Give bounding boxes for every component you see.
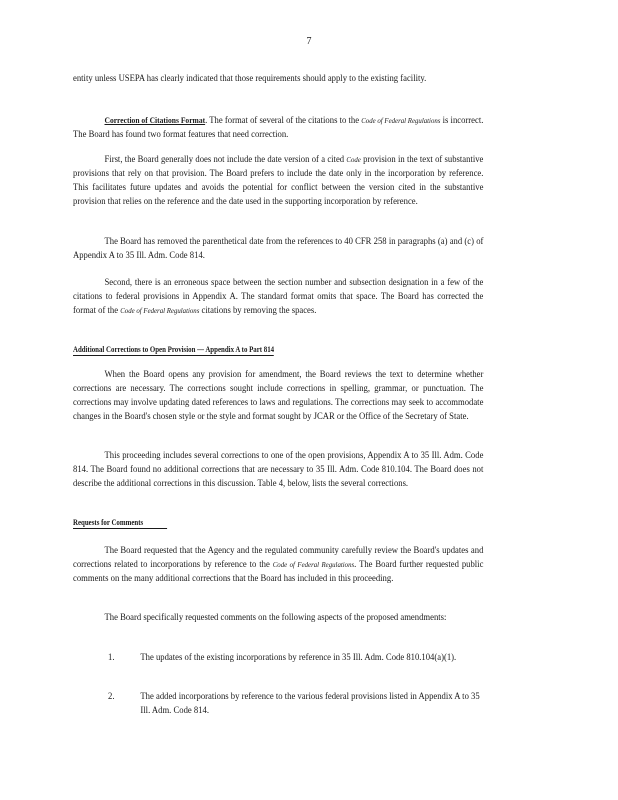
- heading-requests-text: Requests for Comments: [73, 518, 167, 529]
- paragraph-correction-of-citations: [73, 114, 483, 142]
- paragraph-specifically: The Board specifically requested comments on the following aspects of the proposed amendments:: [104, 612, 447, 623]
- correction-text-2: is incorrect. The Board has found two format features that need correction.: [73, 115, 484, 141]
- correction-heading: Correction of Citations Format: [104, 116, 206, 125]
- list-item-text: The updates of the existing incorporations by reference in 35 Ill. Adm. Code 810.104(a)(1).: [140, 652, 457, 663]
- request-cite: Code of Federal Regulations: [272, 560, 355, 570]
- second-cite: Code of Federal Regulations: [120, 306, 200, 316]
- second-text-2: citations by removing the spaces.: [199, 305, 317, 317]
- correction-cite: Code of Federal Regulations: [361, 116, 441, 125]
- second-text-1: Second, there is an erroneous space between the section number and subsection designation in a few of the citations to federal provisions in Appendix A. The standard format omits that space. The Board has corrected the format of the: [73, 277, 484, 317]
- list-item-number: 1.: [108, 652, 115, 663]
- paragraph-existing-facility: entity unless USEPA has clearly indicated that those requirements should apply to the existing facility.: [73, 73, 427, 84]
- paragraph-when-board-opens: When the Board opens any provision for amendment, the Board reviews the text to determine whether corrections are necessary. The corrections sought include corrections in spelling, grammar, or punctuation. The corrections may involve updating dated references to laws and regulations. The corrections may seek to accommodate changes in the Board's chosen style or the style and format sought by JCAR or the Office of the Secretary of State.: [73, 369, 484, 423]
- list-item-text: The added incorporations by reference to the various federal provisions listed in Appendix A to 35 Ill. Adm. Code 814.: [140, 691, 480, 717]
- paragraph-second: [73, 276, 483, 318]
- paragraph-this-proceeding: This proceeding includes several corrections to one of the open provisions, Appendix A to 35 Ill. Adm. Code 814. The Board found no additional corrections that are necessary to 35 Ill. Adm. Code 810.104. The Board does not describe the additional corrections in this discussion. Table 4, below, lists the several corrections.: [73, 450, 484, 490]
- paragraph-removed-date: The Board has removed the parenthetical date from the references to 40 CFR 258 in paragraphs (a) and (c) of Appendix A to 35 Ill. Adm. Code 814.: [73, 236, 484, 262]
- heading-additional-corrections: [73, 345, 274, 356]
- list-item-number: 2.: [108, 691, 115, 702]
- paragraph-request: [73, 544, 483, 586]
- page-number: 7: [306, 36, 312, 47]
- first-cite: Code: [346, 155, 361, 164]
- heading-requests-for-comments: [73, 518, 167, 529]
- first-text-2: provision in the text of substantive provisions that rely on that provision. The Board prefers to include the date only in the incorporation by reference. This facilitates future updates and avoids the potential for conflict between the version cited in the substantive provision that relies on the reference and the date used in the supporting incorporation by reference.: [73, 154, 484, 208]
- correction-text-1: . The format of several of the citations to the: [205, 115, 362, 126]
- request-text-2: . The Board further requested public comments on the many additional corrections that the Board has included in this proceeding.: [73, 559, 484, 585]
- first-text-1: First, the Board generally does not include the date version of a cited: [104, 154, 347, 165]
- heading-additional-corrections-text: Additional Corrections to Open Provision — Appendix A to Part 814: [73, 345, 275, 354]
- paragraph-first: [73, 153, 483, 209]
- request-text-1: The Board requested that the Agency and the regulated community carefully review the Board's updates and corrections related to incorporations by reference to the: [73, 545, 484, 571]
